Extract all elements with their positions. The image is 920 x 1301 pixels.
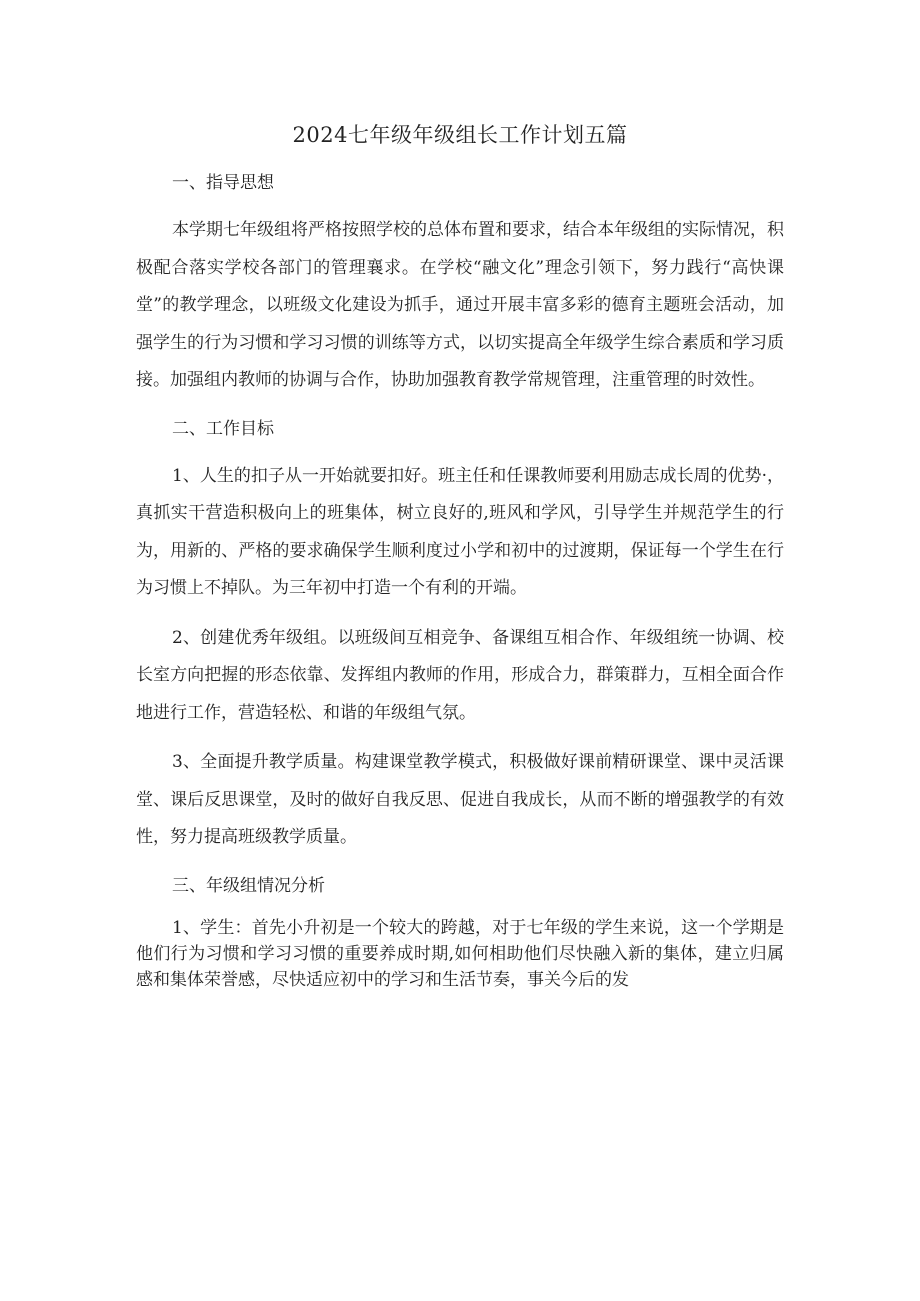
section-heading-work-goals: 二、工作目标 — [172, 418, 274, 439]
paragraph-goal-3: 3、全面提升教学质量。构建课堂教学模式，积极做好课前精研课堂、课中灵活课堂、课后反思课堂，及时的做好自我反思、促进自我成长，从而不断的增强教学的有效性，努力提高班级教学质量。 — [136, 752, 784, 847]
document-title: 2024七年级年级组长工作计划五篇 — [292, 123, 628, 147]
section-heading-guiding-ideology: 一、指导思想 — [172, 173, 274, 193]
paragraph-goal-2: 2、创建优秀年级组。以班级间互相竞争、备课组互相合作、年级组统一协调、校长室方向把握的形态依靠、发挥组内教师的作用，形成合力，群策群力，互相全面合作地进行工作，营造轻松、和谐的年级组气氛。 — [136, 627, 784, 723]
paragraph-guiding-ideology: 本学期七年级组将严格按照学校的总体布置和要求，结合本年级组的实际情况，积极配合落实学校各部门的管理襄求。在学校“融文化”理念引领下，努力践行“高快课堂”的教学理念，以班级文化建设为抓手，通过开展丰富多彩的德育主题班会活动，加强学生的行为习惯和学习习惯的训练等方式，以切实提高全年级学生综合素质和学习质接。加强组内教师的协调与合作，协助加强教育教学常规管理，注重管理的时效性。 — [136, 220, 784, 390]
paragraph-analysis-students: 1、学生：首先小升初是一个较大的跨越，对于七年级的学生来说，这一个学期是他们行为习惯和学习习惯的重要养成时期,如何相助他们尽快融入新的集体，建立归属感和集体荣誉感，尽快适应初中的学习和生活节奏，事关今后的发 — [136, 917, 784, 990]
paragraph-goal-1: 1、人生的扣子从一开始就要扣好。班主任和任课教师要利用励志成长周的优势·，真抓实干营造积极向上的班集体，树立良好的,班风和学风，引导学生并规范学生的行为，用新的、严格的要求确保学生顺利度过小学和初中的过渡期，保证每一个学生在行为习惯上不掉队。为三年初中打造一个有利的开端。 — [136, 465, 784, 598]
section-heading-grade-analysis: 三、年级组情况分析 — [172, 875, 325, 896]
document-body — [136, 166, 784, 1005]
